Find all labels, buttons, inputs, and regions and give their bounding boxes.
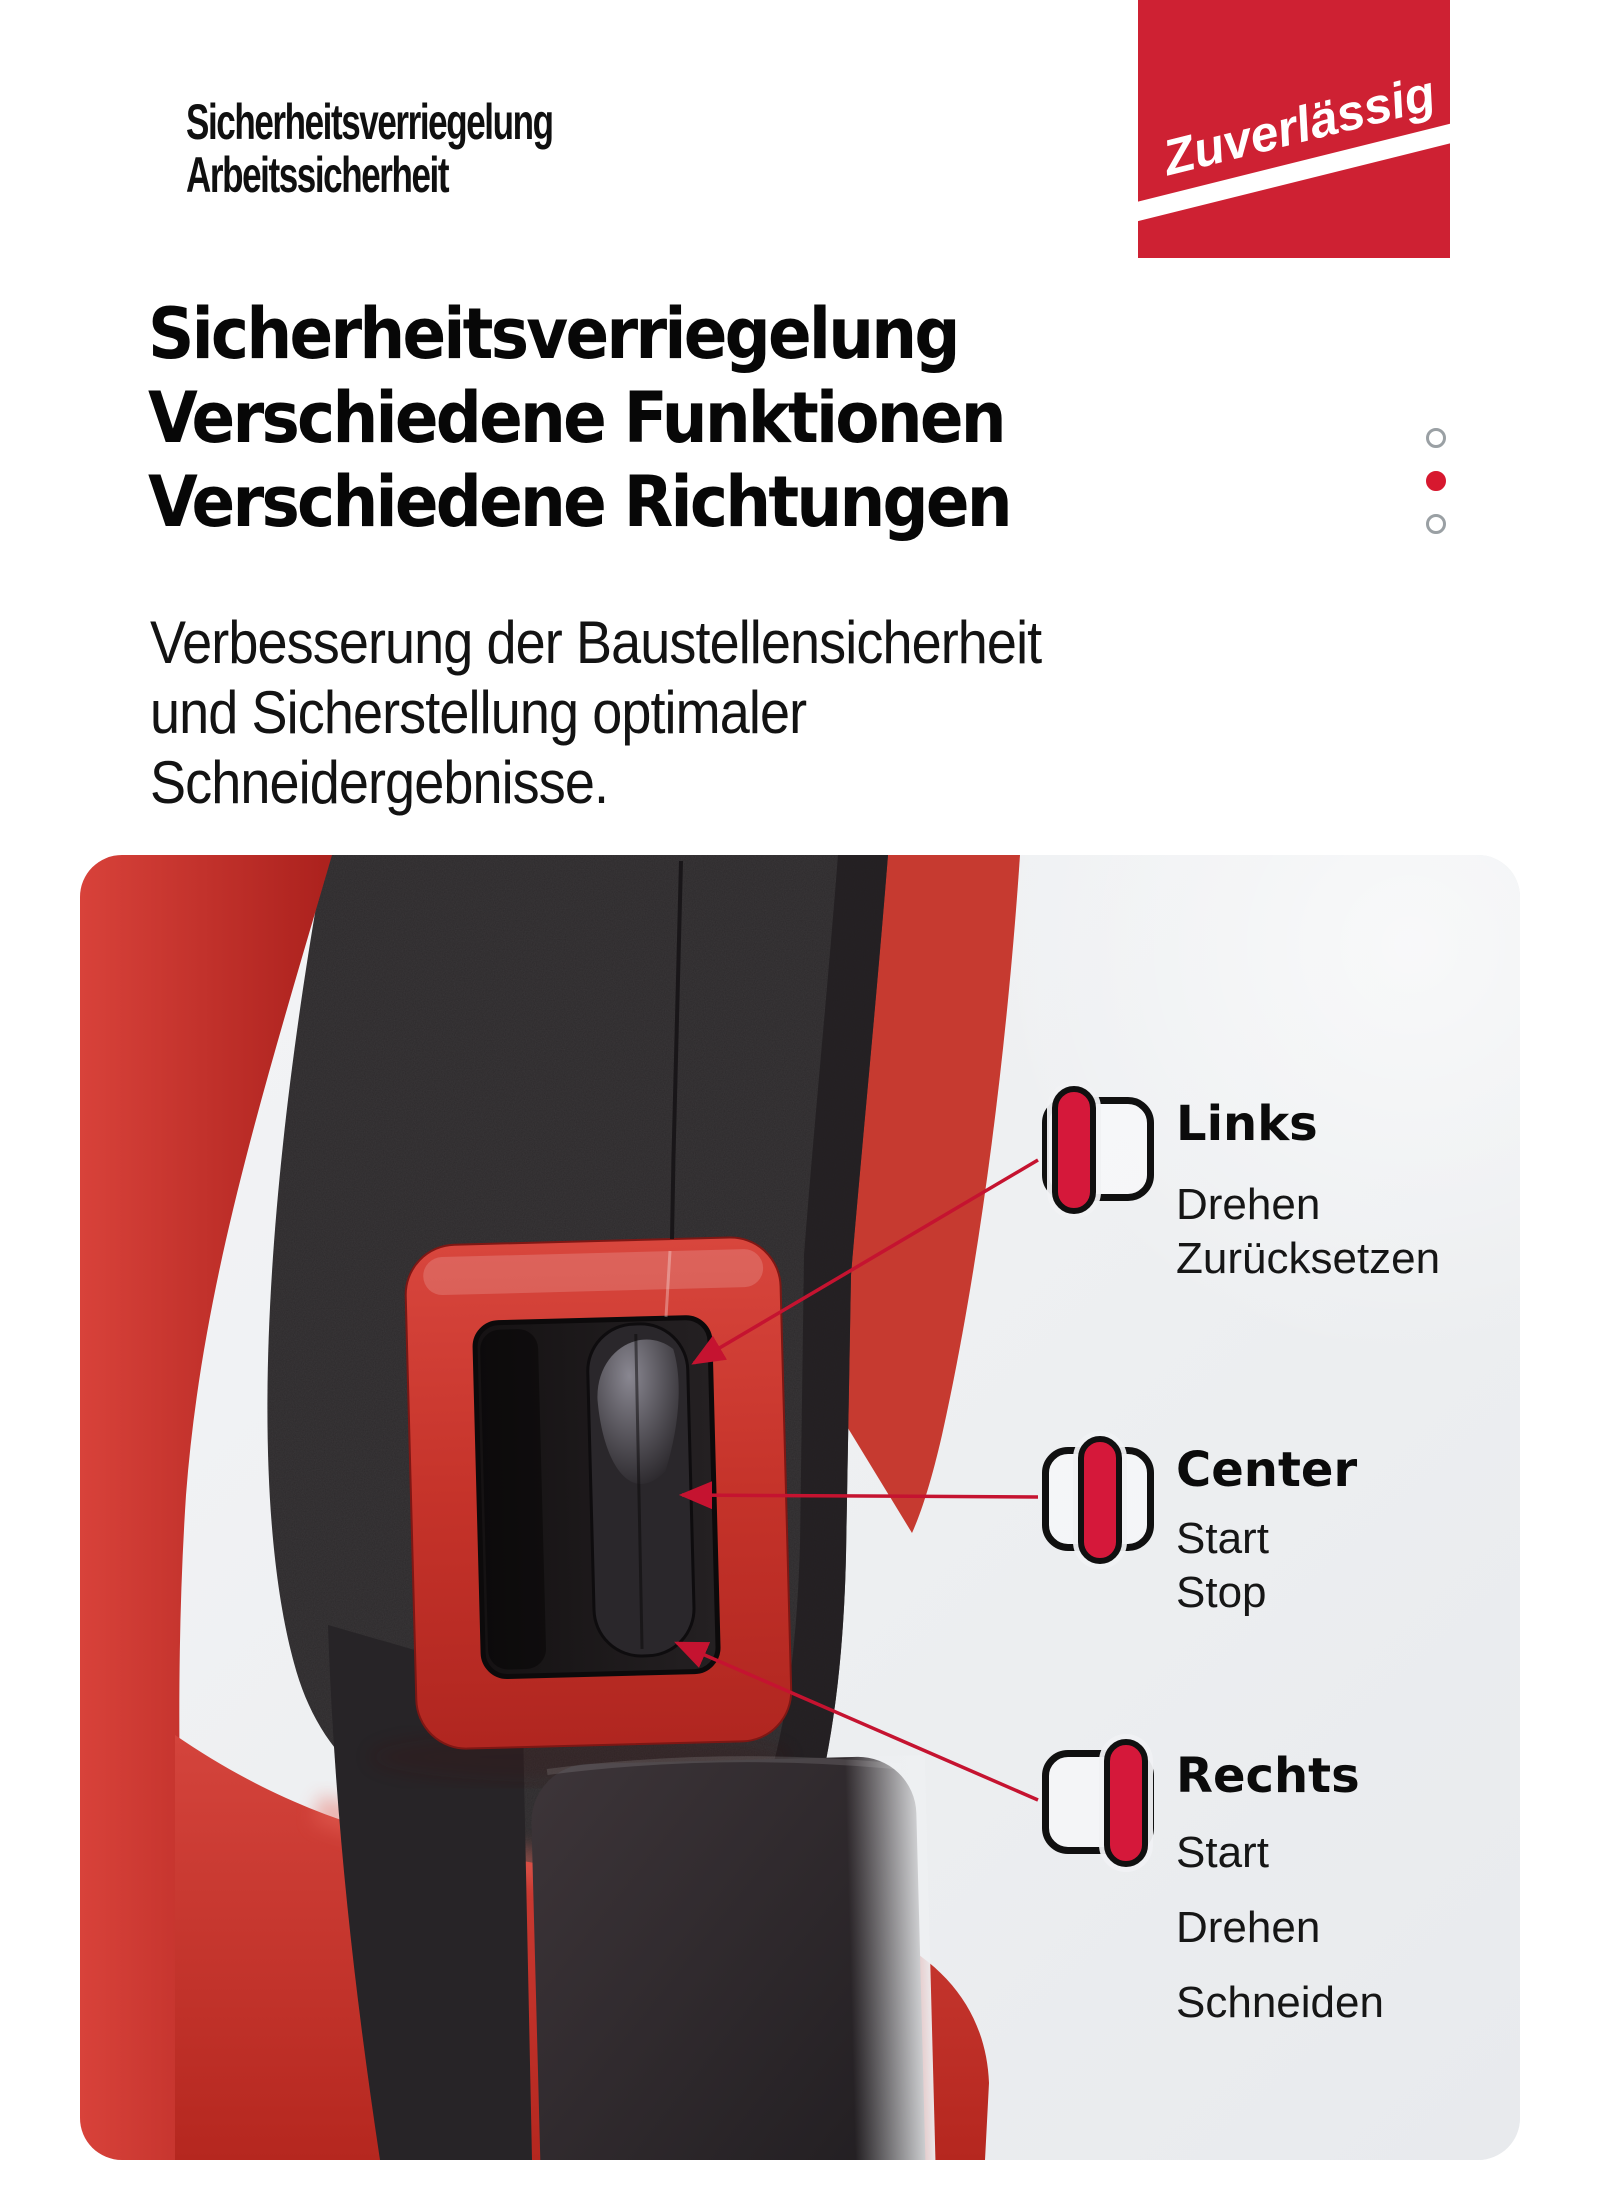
annotation-lines-center [1176,1512,1269,1620]
annotation-center-line-2: Stop [1176,1568,1267,1617]
page-title-line-2: Verschiedene Funktionen [148,377,1004,459]
badge-rotated-group [1138,54,1450,222]
annotation-title-rechts: Rechts [1176,1748,1360,1804]
pagination-dot-2[interactable] [1426,471,1446,491]
annotation-rechts-line-2: Drehen [1176,1903,1321,1952]
badge-label: Zuverlässig [1157,64,1441,187]
page-subtitle-line-1: Verbesserung der Baustellensicherheit [150,609,1042,676]
eyebrow-text [186,96,553,202]
page-title [148,292,1010,544]
switch-center-icon [1040,1437,1160,1567]
eyebrow-line-2: Arbeitssicherheit [186,147,449,203]
switch-position-marker [1078,1436,1122,1564]
page-subtitle-line-3: Schneidergebnisse. [150,749,609,816]
switch-window-frame [404,1236,792,1750]
annotation-links-line-1: Drehen [1176,1180,1321,1229]
slide-pagination [1426,428,1452,557]
page-subtitle [150,608,1041,818]
annotation-rechts-line-1: Start [1176,1828,1269,1877]
switch-position-marker [1104,1739,1148,1867]
leader-line-center [682,1495,1038,1497]
page-title-line-3: Verschiedene Richtungen [148,461,1010,543]
eyebrow-line-1: Sicherheitsverriegelung [186,94,553,150]
annotation-title-links: Links [1176,1096,1318,1152]
annotation-lines-rechts [1176,1815,1384,2040]
switch-left-icon [1040,1087,1160,1217]
reliability-badge [1138,0,1450,258]
annotation-center-line-1: Start [1176,1514,1269,1563]
annotation-title-center: Center [1176,1442,1358,1498]
pagination-dot-3[interactable] [1426,514,1446,534]
pagination-dot-1[interactable] [1426,428,1446,448]
annotation-lines-links [1176,1178,1440,1286]
switch-position-marker [1052,1086,1096,1214]
page-subtitle-line-2: und Sicherstellung optimaler [150,679,807,746]
page-title-line-1: Sicherheitsverriegelung [148,293,958,375]
annotation-rechts-line-3: Schneiden [1176,1978,1384,2027]
switch-right-icon [1040,1740,1160,1870]
annotation-links-line-2: Zurücksetzen [1176,1234,1441,1283]
blade-housing [530,1754,937,2160]
